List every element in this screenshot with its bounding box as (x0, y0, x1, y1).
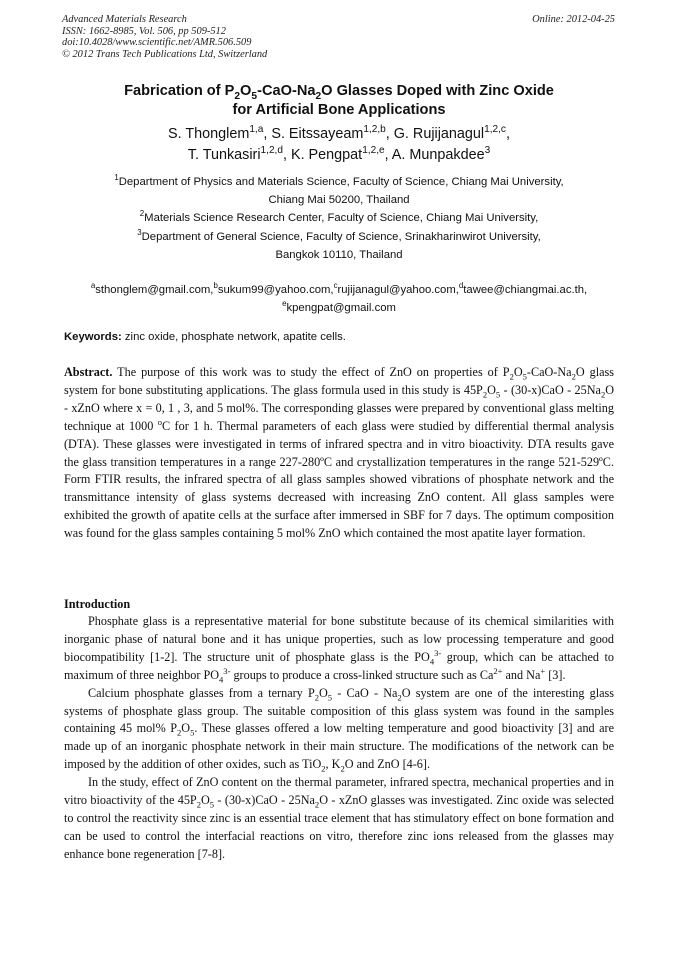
intro-sub: 5 (190, 727, 195, 738)
abstract-text: -CaO-Na (526, 365, 572, 379)
issn-line: ISSN: 1662-8985, Vol. 506, pp 509-512 (62, 25, 226, 37)
author-name: , K. Pengpat (282, 146, 363, 163)
intro-text: - (30-x)CaO - 25Na (214, 793, 315, 808)
abstract-sub: 5 (495, 389, 501, 400)
online-date: Online: 2012-04-25 (532, 14, 615, 25)
intro-text: Phosphate glass is a representative material for bone substitute because of its chemical similarities with inorganic phase of natural bone and it has unique properties, such as low processing temperature and good biocompatibility [1-2]. The structure unit of phosphate glass is the PO (64, 614, 614, 664)
email-address[interactable]: rujijanagul@yahoo.com, (337, 284, 459, 296)
intro-text: O - xZnO glasses was investigated. Zinc oxide was selected to control the reactivity since zinc is an essential trace element that has stimulatory effect on bone formation and can be used to control the interfacial reactions on vitro, therefore zinc ions released from the glasses may enhance bone regeneration [7-8]. (64, 793, 615, 861)
intro-sub: 5 (327, 692, 333, 703)
author-name: T. Tunkasiri (187, 146, 261, 163)
email-key: c (333, 281, 338, 291)
affil-number: 2 (139, 209, 145, 219)
abstract-text: - (30-x)CaO - 25Na (500, 382, 601, 397)
abstract-text: O glass system for bone substituting applications. The glass formula used in this study is 45P (64, 365, 614, 397)
intro-text: and Na (502, 667, 541, 682)
affil-number: 3 (137, 227, 142, 237)
intro-text: Calcium phosphate glasses from a ternary P (88, 685, 315, 700)
intro-sup: 2+ (493, 665, 503, 676)
intro-text: group, which can be attached to maximum of three neighbor PO (64, 649, 614, 682)
author-name: , A. Munpakdee (384, 146, 485, 163)
intro-text: groups to produce a cross-linked structure such as Ca (230, 667, 494, 682)
keywords-text: zinc oxide, phosphate network, apatite cells. (121, 331, 346, 343)
affil-text: Materials Science Research Center, Faculty of Science, Chiang Mai University, (144, 212, 539, 225)
author-name: S. Thonglem (168, 126, 250, 142)
intro-sub: 2 (340, 763, 345, 774)
abstract-text: The purpose of this work was to study the effect of ZnO on properties of P (112, 365, 510, 379)
intro-sub: 2 (314, 692, 319, 703)
abstract-text: C for 1 h. Thermal parameters of each glass were studied by differential thermal analysis (DTA). These glasses were investigated in terms of infrared spectra and in vitro bioactivity. DTA results gave the glass transition temperatures in a range 227-280ºC and crystallization temperatures in the range 521-529ºC. Form FTIR results, the infrared spectra of all glass samples showed vibrations of phosphate network and the transmittance intensity of glass systems decreased with increasing ZnO content. All glass samples were exhibited the growth of apatite cells at the surface after immersed in SBF for 7 days. The optimum composition was found for the glass samples containing 5 mol% ZnO which contained the most apatite layer formation. (64, 418, 615, 541)
intro-text: O system are one of the interesting glass systems of phosphate glass group. The suitable composition of this glass system was found in the samples containing 45 mol% P (64, 685, 615, 736)
author-line-1 (40, 124, 638, 145)
intro-text: [3]. (545, 667, 566, 682)
intro-sub: 4 (219, 674, 224, 685)
affil-number: 1 (114, 173, 119, 183)
intro-sup: + (540, 665, 546, 676)
email-key: e (282, 299, 287, 309)
intro-text: O (200, 793, 210, 808)
email-key: d (458, 281, 464, 291)
email-line-1 (40, 281, 638, 299)
intro-sub: 2 (397, 692, 402, 703)
intro-sub: 4 (429, 656, 435, 667)
affiliations (40, 173, 638, 264)
email-address[interactable]: sthonglem@gmail.com, (95, 284, 214, 296)
abstract-sub: 5 (522, 371, 527, 382)
copyright-line: © 2012 Trans Tech Publications Ltd, Switzerland (62, 48, 268, 60)
intro-paragraph-1 (64, 613, 614, 685)
author-affil-mark: 1,a (249, 124, 264, 136)
affiliation-2 (40, 209, 638, 227)
affil-text: Department of Physics and Materials Science, Faculty of Science, Chiang Mai University, (118, 176, 564, 188)
intro-sup: 3- (223, 665, 231, 676)
keywords (64, 331, 346, 343)
email-address[interactable]: kpengpat@gmail.com (286, 302, 396, 315)
email-address[interactable]: tawee@chiangmai.ac.th, (463, 284, 588, 296)
email-list (40, 281, 638, 318)
email-line-2 (40, 299, 638, 317)
author-name: , S. Eitssayeam (263, 126, 364, 142)
introduction-body (64, 613, 614, 864)
intro-paragraph-3 (64, 774, 614, 864)
intro-sub: 2 (314, 799, 320, 810)
intro-text: . These glasses offered a low melting temperature and good bioactivity [3] and are made up of an inorganic phosphate network in their main structure. The modifications of the network can be imposed by the addition of other oxides, such as TiO (64, 721, 614, 772)
introduction-heading: Introduction (64, 597, 131, 611)
intro-text: In the study, effect of ZnO content on the thermal parameter, infrared spectra, mechanical properties and in vitro bioactivity of the 45P (64, 775, 614, 808)
title-sub: 2 (234, 90, 241, 102)
intro-sub: 2 (321, 763, 326, 774)
paper-title (40, 82, 638, 120)
title-sub: 2 (315, 90, 322, 102)
author-line-2 (40, 145, 638, 166)
intro-text: - CaO - Na (332, 685, 398, 700)
abstract-sub: 2 (571, 371, 576, 382)
journal-name: Advanced Materials Research (62, 14, 187, 25)
intro-sub: 2 (196, 799, 201, 810)
abstract-text: O (487, 382, 496, 397)
author-list (40, 124, 638, 165)
author-affil-mark: 3 (484, 144, 491, 156)
title-text: Fabrication of P (124, 83, 235, 99)
abstract-label: Abstract. (64, 365, 113, 379)
title-text: O Glasses Doped with Zinc Oxide (321, 83, 554, 99)
abstract-text: O (513, 365, 523, 379)
email-key: a (90, 281, 96, 291)
title-line-2: for Artificial Bone Applications (232, 102, 446, 118)
abstract-text: O - xZnO where x = 0, 1 , 3, and 5 mol%. The corresponding glasses were prepared by conventional glass melting technique at 1000 (64, 382, 615, 433)
author-affil-mark: 1,2,d (260, 144, 283, 156)
intro-text: O and ZnO [4-6]. (344, 757, 431, 772)
affiliation-1-cont: Chiang Mai 50200, Thailand (268, 194, 410, 207)
abstract-sup: o (157, 416, 163, 427)
email-address[interactable]: sukum99@yahoo.com, (217, 284, 334, 296)
doi-line: doi:10.4028/www.scientific.net/AMR.506.509 (62, 37, 252, 49)
affiliation-3 (40, 228, 638, 246)
intro-text: O (318, 685, 328, 700)
journal-info (62, 14, 267, 60)
title-sub: 5 (251, 90, 258, 102)
author-name: , G. Rujijanagul (385, 126, 485, 142)
author-sep: , (505, 126, 510, 142)
abstract-sub: 2 (509, 371, 514, 382)
author-affil-mark: 1,2,c (484, 124, 506, 136)
intro-sub: 2 (177, 727, 182, 738)
affiliation-1 (40, 173, 638, 191)
intro-paragraph-2 (64, 685, 614, 775)
author-affil-mark: 1,2,e (362, 144, 385, 156)
abstract-paragraph (64, 364, 614, 543)
author-affil-mark: 1,2,b (363, 124, 386, 136)
email-key: b (213, 281, 218, 291)
abstract-sub: 2 (482, 389, 488, 400)
keywords-label: Keywords: (64, 331, 122, 343)
title-line-1 (40, 82, 638, 101)
intro-sub: 5 (209, 799, 215, 810)
title-text: O (240, 83, 252, 99)
intro-text: , K (325, 757, 341, 772)
affiliation-3-cont: Bangkok 10110, Thailand (275, 248, 403, 261)
intro-sup: 3- (434, 647, 442, 658)
abstract-sub: 2 (600, 389, 606, 400)
affil-text: Department of General Science, Faculty of Science, Srinakharinwirot University, (141, 230, 541, 243)
title-text: -CaO-Na (257, 83, 316, 99)
intro-text: O (181, 721, 191, 736)
